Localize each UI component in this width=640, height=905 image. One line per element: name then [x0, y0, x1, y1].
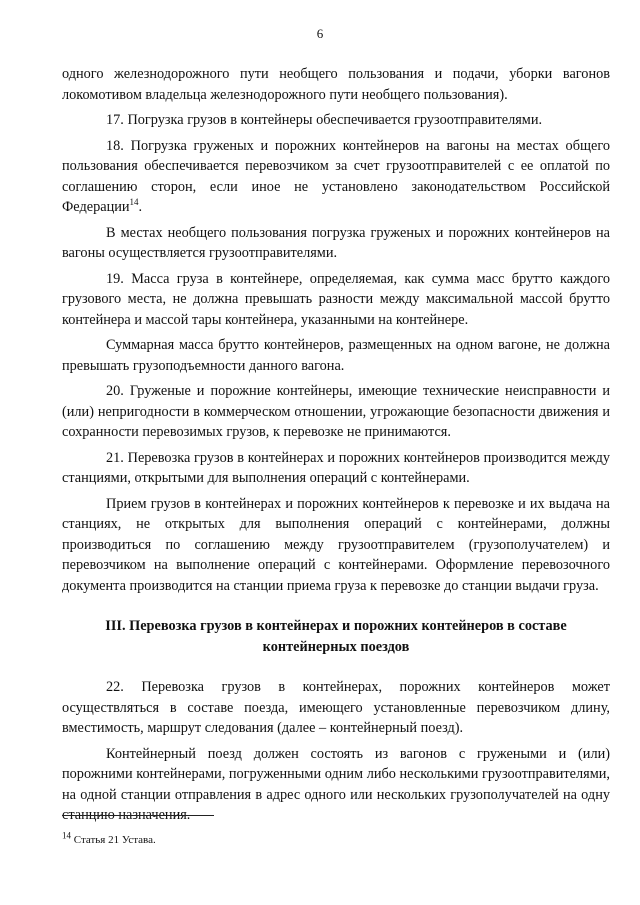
paragraph-continuation: одного железнодорожного пути необщего пользования и подачи, уборки вагонов локомотивом владельца железнодорожного пути необщего пользования).: [62, 66, 610, 103]
paragraph-19: 19. Масса груза в контейнере, определяемая, как сумма масс брутто каждого грузового места, не должна превышать разности между максимальной массой брутто контейнера и массой тары контейнера, указанными на контейнере.: [62, 270, 610, 328]
paragraph-18-part2: В местах необщего пользования погрузка груженых и порожних контейнеров на вагоны осуществляется грузоотправителями.: [62, 224, 610, 261]
footnote: [62, 830, 156, 846]
paragraph-22: 22. Перевозка грузов в контейнерах, порожних контейнеров может осуществляться в составе поезда, имеющего установленные перевозчиком длину, вместимость, маршрут следования (далее – контейнерный поезд).: [62, 679, 610, 736]
page-number: 6: [316, 26, 324, 41]
footnote-reference: 14: [129, 197, 139, 208]
paragraph-19-part2: Суммарная масса брутто контейнеров, размещенных на одном вагоне, не должна превышать грузоподъемности данного вагона.: [62, 337, 610, 374]
paragraph-17: 17. Погрузка грузов в контейнеры обеспечивается грузоотправителями.: [106, 112, 543, 128]
paragraph-18: [62, 136, 610, 218]
paragraph-18-end: .: [138, 199, 143, 215]
paragraph-21-part2: Прием грузов в контейнерах и порожних контейнеров к перевозке и их выдача на станциях, не открытых для выполнения операций с контейнерами, должны производиться по соглашению между грузоотправителем (грузополучателем) и перевозчиком на выполнение операций с контейнерами. Оформление перевозочного документа производится на станции приема груза к перевозке до станции выдачи груза.: [62, 495, 610, 594]
footnote-divider: [62, 815, 214, 816]
paragraph-21: 21. Перевозка грузов в контейнерах и порожних контейнеров производится между станциями, открытыми для выполнения операций с контейнерами.: [62, 449, 610, 486]
footnote-text: Статья 21 Устава.: [71, 834, 156, 846]
footnote-marker: 14: [62, 830, 71, 841]
paragraph-22-part2: Контейнерный поезд должен состоять из вагонов с гружеными и (или) порожними контейнерами, погруженными одним либо несколькими грузоотправителями, на одной станции отправления в адрес одного или нескольких грузополучателей на одну станцию назначения.: [62, 745, 610, 823]
section-heading: III. Перевозка грузов в контейнерах и порожних контейнеров в составе контейнерных поездов: [105, 618, 567, 655]
paragraph-18-text: 18. Погрузка груженых и порожних контейнеров на вагоны на местах общего пользования обеспечивается перевозчиком за счет грузоотправителей с ее оплатой по соглашению сторон, если иное не установлено законодательством Российской Федерации: [62, 137, 610, 215]
document-body: [62, 64, 610, 831]
paragraph-20: 20. Груженые и порожние контейнеры, имеющие технические неисправности и (или) непригодности в коммерческом отношении, угрожающие безопасности движения и сохранности перевозимых грузов, к перевозке не принимаются.: [62, 383, 610, 440]
